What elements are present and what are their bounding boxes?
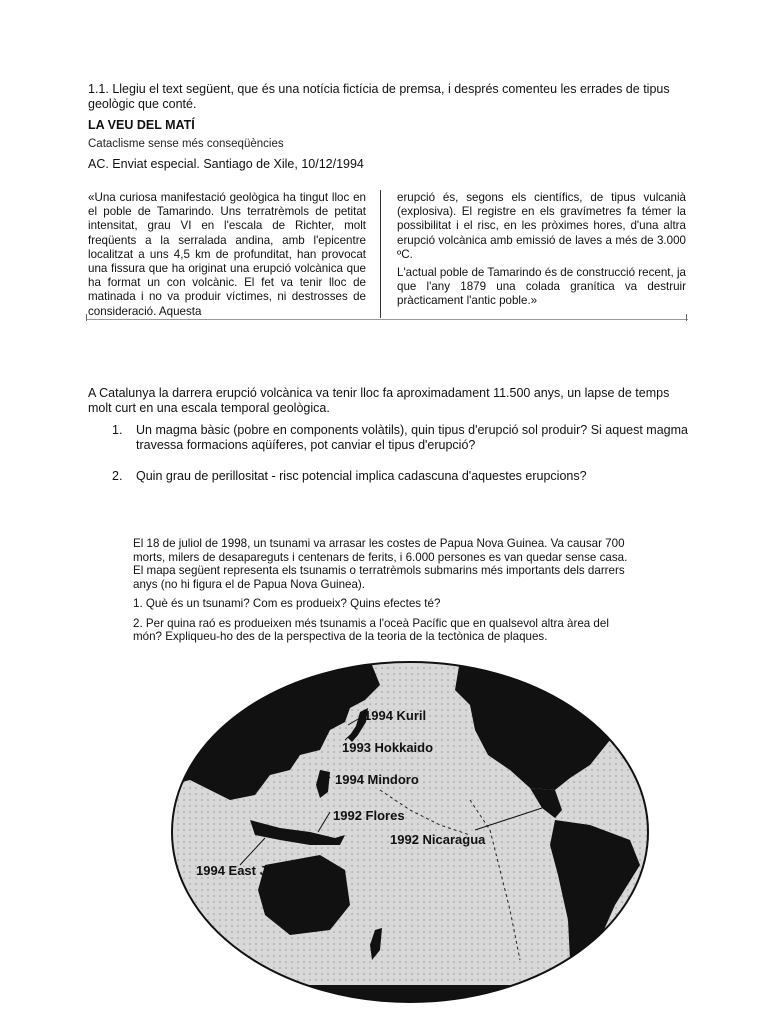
margin-tick-left xyxy=(86,314,87,321)
article-left-column xyxy=(88,191,366,323)
article-right-paragraph-1: erupció és, segons els científics, de tipus vulcanià (explosiva). El registre en els gravímetres fa témer la possibilitat i el risc, en les pròximes hores, d'una altra erupció volcànica amb emissió de laves a més de 3.000 ºC. xyxy=(397,191,686,261)
list-item xyxy=(112,469,692,484)
article-right-column xyxy=(397,191,686,313)
column-divider xyxy=(380,190,381,318)
question-number: 1. xyxy=(112,423,123,437)
margin-tick-right xyxy=(686,314,687,321)
question-text: Un magma bàsic (pobre en components volàtils), quin tipus d'erupció sol produir? Si aquest magma travessa formacions aqüíferes, pot canviar el tipus d'erupció? xyxy=(136,423,688,452)
headline: Cataclisme sense més conseqüències xyxy=(88,138,284,150)
label-mindoro: 1994 Mindoro xyxy=(335,772,419,787)
exercise-intro: 1.1. Llegiu el text següent, que és una notícia fictícia de premsa, i després comenteu les errades de tipus geològic que conté. xyxy=(88,82,670,111)
catalunya-paragraph: A Catalunya la darrera erupció volcànica va tenir lloc fa aproximadament 11.500 anys, un lapse de temps molt curt en una escala temporal geològica. xyxy=(88,386,670,415)
newspaper-name: LA VEU DEL MATÍ xyxy=(88,118,195,132)
tsunami-world-map xyxy=(170,660,650,1005)
question-list xyxy=(112,423,692,500)
tsunami-question-2: 2. Per quina raó es produeixen més tsunamis a l'oceà Pacífic que en qualsevol altra àrea del món? Expliqueu-ho des de la perspectiva de la teoria de la tectònica de plaques. xyxy=(133,616,609,643)
article-left-text: «Una curiosa manifestació geològica ha tingut lloc en el poble de Tamarindo. Uns terratrèmols de petitat intensitat, grau VI en l'escala de Richter, molt freqüents a la serralada andina, amb l'epicentre localitzat a uns 4,5 km de profunditat, han provocat una fissura que ha originat una erupció volcànica que ha format un con volcànic. El fet va tenir lloc de matinada i no va produir víctimes, ni destrosses de consideració. Aquesta xyxy=(88,191,366,318)
label-east-java: 1994 East Java xyxy=(196,863,289,878)
tsunami-question-1: 1. Què és un tsunami? Com es produeix? Quins efectes té? xyxy=(133,597,441,610)
question-number: 2. xyxy=(112,469,123,483)
list-item xyxy=(112,423,692,453)
antarctica xyxy=(170,985,650,1005)
byline: AC. Enviat especial. Santiago de Xile, 10/12/1994 xyxy=(88,157,364,171)
tsunami-intro: El 18 de juliol de 1998, un tsunami va arrasar les costes de Papua Nova Guinea. Va causar 700 morts, milers de desapareguts i centenars de ferits, i 6.000 persones es van quedar sense casa. El mapa següent representa els tsunamis o terratrèmols submarins més importants dels darrers anys (no hi figura el de Papua Nova Guinea). xyxy=(133,537,628,591)
article-bottom-rule xyxy=(86,319,688,320)
label-nicaragua: 1992 Nicaragua xyxy=(390,832,486,847)
label-flores: 1992 Flores xyxy=(333,808,405,823)
tsunami-section xyxy=(133,537,638,650)
question-text: Quin grau de perillositat - risc potencial implica cadascuna d'aquestes erupcions? xyxy=(136,469,587,483)
label-hokkaido: 1993 Hokkaido xyxy=(342,740,434,755)
label-kuril: 1994 Kuril xyxy=(364,708,427,723)
article-right-paragraph-2: L'actual poble de Tamarindo és de construcció recent, ja que l'any 1879 una colada granítica va destruir pràcticament l'antic poble.» xyxy=(397,266,686,308)
